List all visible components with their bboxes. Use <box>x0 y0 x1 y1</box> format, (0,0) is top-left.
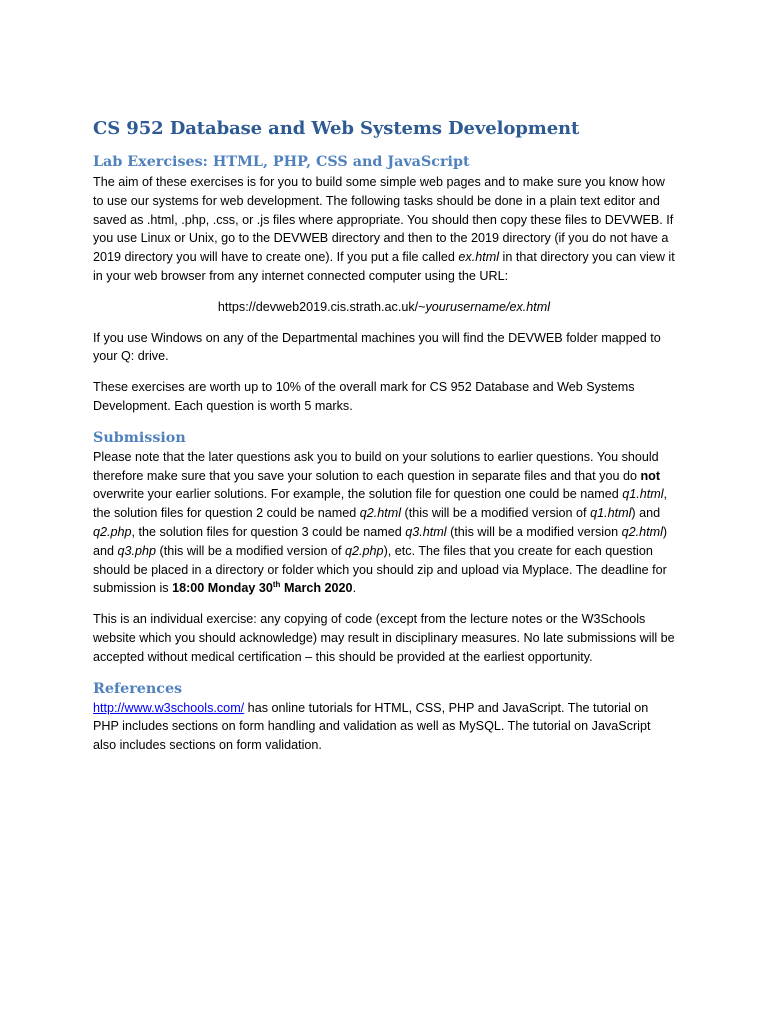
example-url <box>93 298 675 317</box>
intro-text: The aim of these exercises is for you to build some simple web pages and to make sure you know how to use our systems for web development. The following tasks should be done in a plain text editor and saved as .html, .php, .css, or .js files where appropriate. You should then copy these files to DEVWEB. If you use Linux or Unix, go to the DEVWEB directory and then to the 2019 directory (if you do not have a 2019 directory you will have to create one). If you put a file called <box>93 175 674 265</box>
references-paragraph <box>93 699 675 755</box>
intro-paragraph <box>93 173 675 286</box>
filename-q3-php: q3.php <box>117 543 157 558</box>
submission-text: . <box>352 581 357 596</box>
intro-filename: ex.html <box>458 250 500 265</box>
filename-q2-php: q2.php <box>345 543 384 558</box>
marks-paragraph: These exercises are worth up to 10% of the overall mark for CS 952 Database and Web Systems Development. Each question is worth 5 marks. <box>93 380 635 413</box>
submission-text: , the solution files for question 3 could be named <box>131 524 406 539</box>
submission-heading: Submission <box>93 429 186 446</box>
submission-text: ) and <box>631 506 661 521</box>
example-url-path: yourusername/ex.html <box>425 299 551 314</box>
filename-q2-php: q2.php <box>93 524 132 539</box>
example-url-prefix: https://devweb2019.cis.strath.ac.uk/~ <box>217 299 426 314</box>
document-page <box>93 112 675 755</box>
references-text: has online tutorials for HTML, CSS, PHP and JavaScript. The tutorial on PHP includes sections on form handling and validation as well as MySQL. The tutorial on JavaScript also includes sections on form validation. <box>93 700 651 753</box>
submission-emphasis-not: not <box>640 468 661 483</box>
deadline-date: 18:00 Monday 30 <box>172 581 273 596</box>
windows-paragraph: If you use Windows on any of the Departmental machines you will find the DEVWEB folder mapped to your Q: drive. <box>93 330 661 364</box>
deadline-month: March 2020 <box>280 581 353 596</box>
submission-text: (this will be a modified version of <box>401 506 591 521</box>
submission-text: (this will be a modified version of <box>156 543 346 558</box>
references-heading: References <box>93 680 183 697</box>
filename-q1-html: q1.html <box>590 506 632 521</box>
w3schools-link[interactable]: http://www.w3schools.com/ <box>93 700 245 715</box>
filename-q2-html: q2.html <box>621 524 663 539</box>
filename-q2-html: q2.html <box>359 506 402 521</box>
submission-text: (this will be a modified version <box>446 524 622 539</box>
submission-text: , the solution files for question 2 could be named <box>93 487 668 521</box>
submission-text: Please note that the later questions ask you to build on your solutions to earlier questions. You should therefore make sure that you save your solution to each question in separate files and that you do <box>93 449 659 483</box>
submission-text: ), etc. The files that you create for each question should be placed in a directory or folder which you should zip and upload via Myplace. The deadline for submission is <box>93 543 667 596</box>
deadline-ordinal: th <box>272 580 281 590</box>
submission-paragraph <box>93 448 675 598</box>
document-title: CS 952 Database and Web Systems Development <box>93 118 580 139</box>
submission-deadline <box>172 581 352 595</box>
filename-q3-html: q3.html <box>405 524 447 539</box>
intro-text-end: in that directory you can view it in your web browser from any internet connected computer using the URL: <box>93 250 675 283</box>
individual-exercise-paragraph: This is an individual exercise: any copying of code (except from the lecture notes or the W3Schools website which you should acknowledge) may result in disciplinary measures. No late submissions will be accepted without medical certification – this should be provided at the earliest opportunity. <box>93 612 675 664</box>
document-subtitle: Lab Exercises: HTML, PHP, CSS and JavaScript <box>93 154 470 170</box>
submission-text: ) and <box>93 524 668 558</box>
submission-text: overwrite your earlier solutions. For example, the solution file for question one could be named <box>93 487 623 502</box>
filename-q1-html: q1.html <box>622 487 664 502</box>
